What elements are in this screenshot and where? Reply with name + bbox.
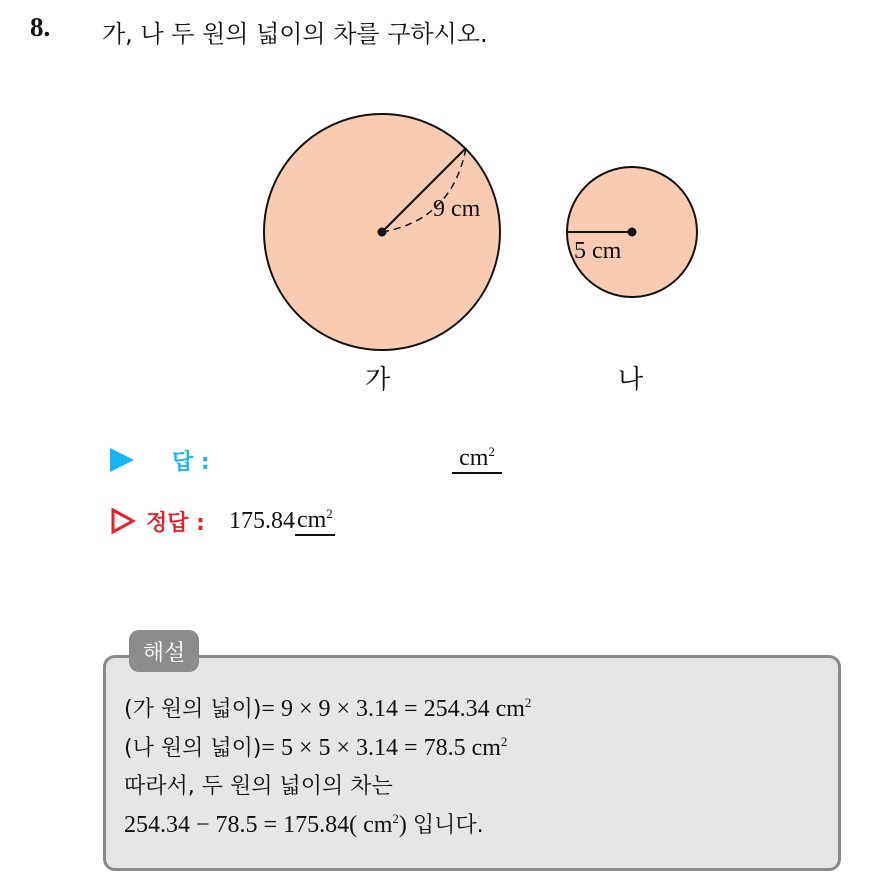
answer-unit: cm (459, 445, 489, 471)
answer-row (110, 443, 210, 477)
solution-line-1-expr: = 9 × 9 × 3.14 = 254.34 cm (261, 696, 525, 722)
correct-answer-row (110, 503, 335, 539)
answer-unit-exp: 2 (488, 444, 495, 459)
solution-line-4-expr: 254.34 − 78.5 = 175.84( cm (124, 812, 393, 838)
measure-na: 5 cm (574, 238, 622, 264)
question-text: 가, 나 두 원의 넓이의 차를 구하시오. (102, 20, 488, 48)
solution-line-2-exp: 2 (500, 734, 508, 749)
solution-line-1-pre: (가 원의 넓이) (124, 697, 262, 722)
solution-line-4 (124, 806, 531, 845)
solution-tab: 해설 (129, 630, 199, 672)
solution-text (124, 690, 531, 845)
solution-line-3: 따라서, 두 원의 넓이의 차는 (124, 774, 393, 799)
play-outline-icon (110, 507, 136, 535)
correct-answer-unit-exp: 2 (326, 505, 333, 521)
circles-figure (0, 0, 884, 420)
solution-line-4-post: 입니다. (412, 813, 484, 838)
center-dot-ga (378, 228, 387, 237)
measure-ga: 9 cm (433, 196, 481, 222)
solution-line-4-exp: 2 (392, 811, 399, 826)
solution-line-1-exp: 2 (524, 695, 532, 710)
solution-line-1 (124, 690, 531, 729)
answer-label: 답 : (172, 449, 210, 475)
label-ga: 가 (365, 365, 391, 395)
solution-line-2 (124, 729, 531, 768)
answer-input[interactable] (452, 445, 502, 474)
play-filled-icon (110, 448, 134, 472)
correct-answer-unit-text: cm (296, 506, 327, 533)
solution-line-2-pre: (나 원의 넓이) (124, 736, 262, 761)
solution-line-2-expr: = 5 × 5 × 3.14 = 78.5 cm (261, 735, 501, 761)
correct-answer-value: 175.84 (228, 507, 295, 534)
center-dot-na (628, 228, 637, 237)
correct-answer-label: 정답 : (146, 510, 205, 536)
label-na: 나 (618, 365, 644, 395)
question-number: 8. (30, 12, 51, 42)
correct-answer-unit (295, 507, 335, 536)
solution-line-4-post-expr: ) (398, 812, 413, 838)
